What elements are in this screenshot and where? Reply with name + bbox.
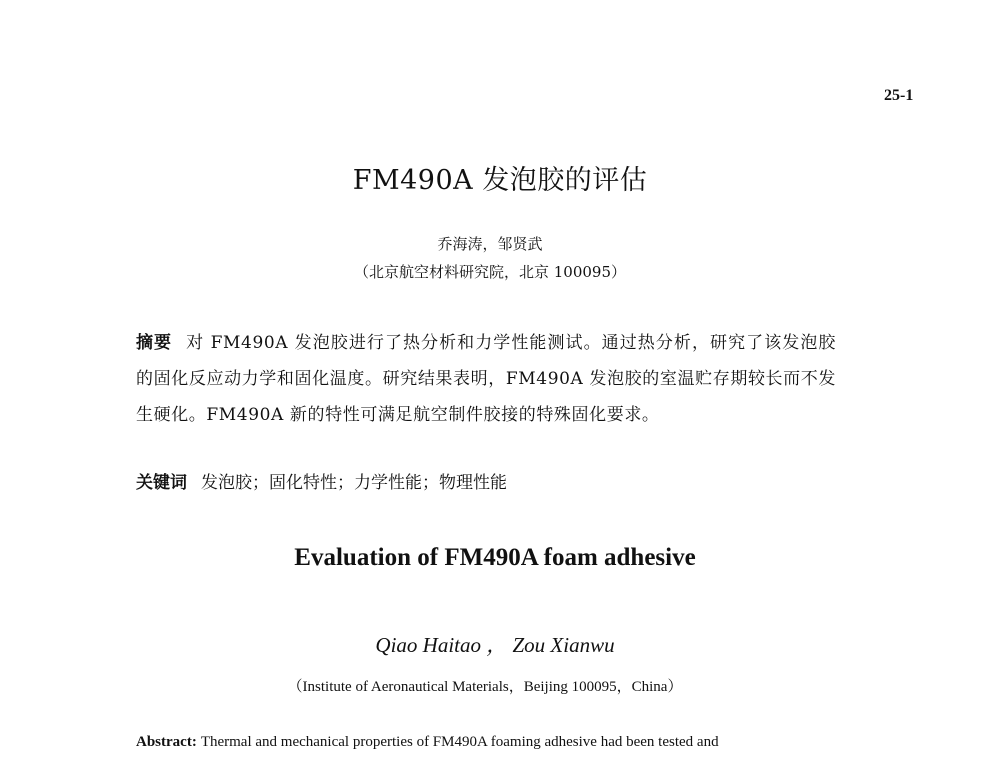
chinese-keywords-text: 发泡胶；固化特性；力学性能；物理性能 [201,473,507,493]
chinese-keywords-label: 关键词 [136,473,187,493]
chinese-title: FM490A 发泡胶的评估 [352,165,648,196]
english-title: Evaluation of FM490A foam adhesive [294,544,696,571]
chinese-keywords [136,468,836,498]
chinese-affiliation: （北京航空材料研究院，北京 100095） [353,263,627,281]
english-affiliation: （Institute of Aeronautical Materials，Beijing 100095，China） [287,679,683,695]
chinese-abstract-label: 摘要 [136,333,173,353]
chinese-abstract-text: 对 FM490A 发泡胶进行了热分析和力学性能测试。通过热分析，研究了该发泡胶的固化反应动力学和固化温度。研究结果表明，FM490A 发泡胶的室温贮存期较长而不发生硬化。FM490A 新的特性可满足航空制件胶接的特殊固化要求。 [136,333,836,425]
english-authors: Qiao Haitao ， Zou Xianwu [375,633,615,657]
english-abstract-text: Thermal and mechanical properties of FM490A foaming adhesive had been tested and [200,734,719,750]
english-abstract-label: Abstract: [136,734,197,750]
chinese-abstract [136,325,836,433]
english-abstract [136,728,836,756]
chinese-authors: 乔海涛，邹贤武 [437,235,543,253]
page-number: 25-1 [884,87,914,104]
